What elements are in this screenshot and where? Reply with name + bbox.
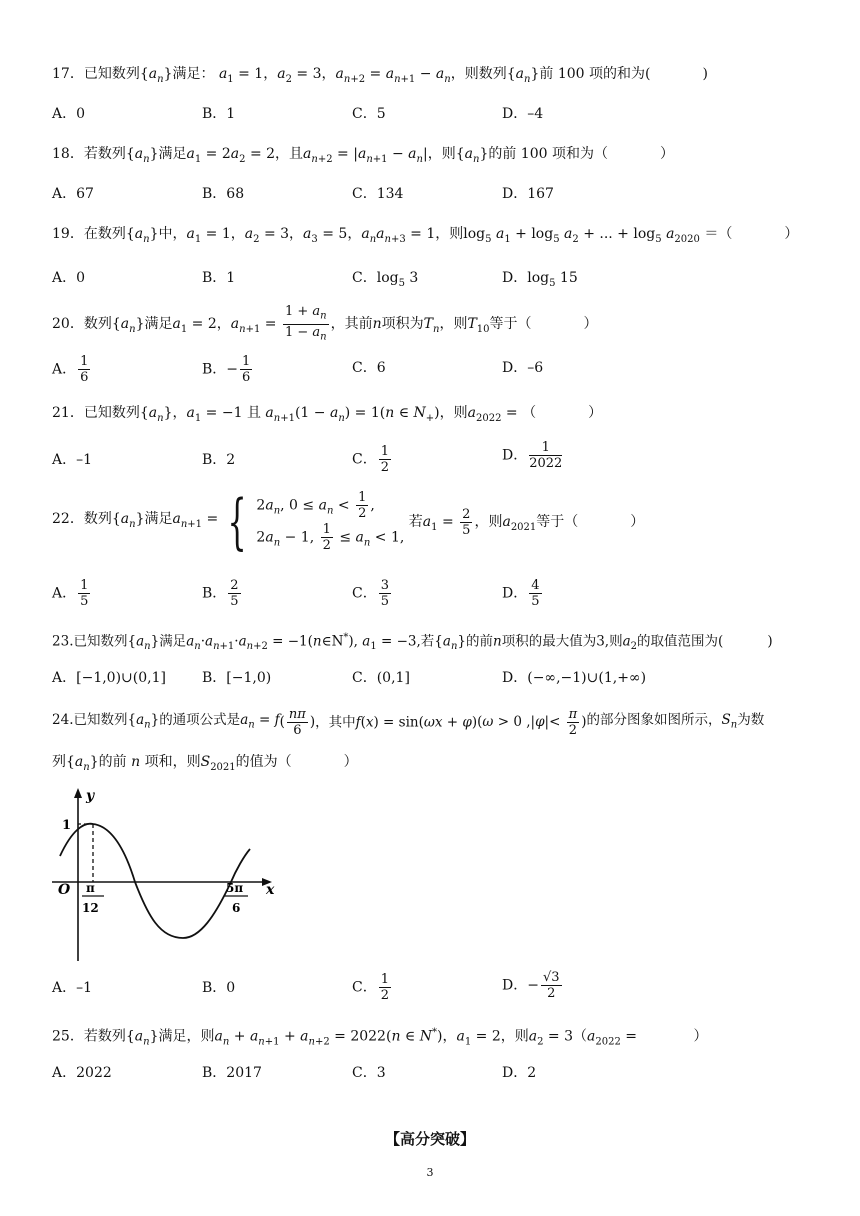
option-d[interactable]: D． $\frac{1}{2022}$ bbox=[502, 440, 563, 471]
question-20: 20．数列$\{a_n\}$满足$a_1 = 2$，$a_{n+1}$ = $\frac{1 + a_n}{1 - a_n}$ ，其前n项积为$T_n$，则$T_{10}$等于（ ） bbox=[52, 304, 598, 343]
option-b[interactable]: B．68 bbox=[202, 186, 245, 202]
question-21: 21．已知数列$\{a_n\}$，$a_1 = -1$ 且 $a_{n+1}(1 - a_n) = 1(n$ ∈ $N_+$)，则$a_{2022}$ = （ ） bbox=[52, 405, 603, 424]
option-d[interactable]: D．–4 bbox=[502, 106, 544, 122]
origin-label: O bbox=[58, 882, 71, 898]
x-axis-label: x bbox=[266, 882, 275, 898]
option-c[interactable]: C． $\frac{1}{2}$ bbox=[352, 444, 389, 475]
section-heading: 【高分突破】 bbox=[384, 1130, 475, 1148]
option-c[interactable]: C．$\log_5 3$ bbox=[352, 270, 419, 289]
option-b[interactable]: B．1 bbox=[202, 270, 236, 286]
option-c[interactable]: C．134 bbox=[352, 186, 404, 202]
option-c[interactable]: C．5 bbox=[352, 106, 386, 122]
y-axis-label: y bbox=[86, 788, 95, 804]
option-a[interactable]: A．–1 bbox=[52, 980, 93, 996]
page-number: 3 bbox=[426, 1166, 434, 1179]
option-b[interactable]: B．0 bbox=[202, 980, 236, 996]
question-17: 17．已知数列$\{a_n\}$满足： $a_1 = 1$，$a_2 = 3$，$a_{n+2} = a_{n+1} - a_n$，则数列$\{a_n\}$前 100 项的和为( ) bbox=[52, 66, 708, 85]
option-a[interactable]: A．[−1,0)∪(0,1] bbox=[52, 670, 166, 686]
option-d[interactable]: D．(−∞,−1)∪(1,+∞) bbox=[502, 670, 647, 686]
option-d[interactable]: D． $\frac{4}{5}$ bbox=[502, 578, 540, 609]
option-d[interactable]: D．167 bbox=[502, 186, 554, 202]
option-c[interactable]: C． $\frac{1}{2}$ bbox=[352, 972, 389, 1003]
option-b[interactable]: B．2 bbox=[202, 452, 236, 468]
x-tick-pi-12-num: π bbox=[86, 881, 95, 895]
x-tick-5pi-6-num: 5π bbox=[226, 881, 244, 895]
option-c[interactable]: C．6 bbox=[352, 360, 386, 376]
sine-graph bbox=[50, 786, 290, 966]
x-tick-pi-12-den: 12 bbox=[82, 901, 99, 915]
question-22: 22．数列$\{a_n\}$满足$a_{n+1}$ = { $2a_n$, $0 \le a_n$ < $\frac{1}{2}$ , $2a_n - 1$, $\frac{1}{2}$ ≤ $a_n < 1$, 若$a_1$ = $\frac{2}{5}$ ，则$a_{2021}$等于（ ） bbox=[52, 487, 645, 558]
option-b[interactable]: B．− $\frac{1}{6}$ bbox=[202, 354, 251, 385]
y-tick-1: 1 bbox=[62, 818, 72, 833]
option-b[interactable]: B．[−1,0) bbox=[202, 670, 272, 686]
option-d[interactable]: D．$\log_5 15$ bbox=[502, 270, 578, 289]
question-24: 24.已知数列$\{a_n\}$的通项公式是$a_n = f$( $\frac{n\pi}{6}$ )，其中f(x) = sin(ωx + φ)(ω > 0 ,|φ|< $\frac{\pi}{2}$ )的部分图象如图所示，$S_n$为数 bbox=[52, 707, 765, 738]
option-a[interactable]: A．0 bbox=[52, 270, 86, 286]
question-25: 25．若数列$\{a_n\}$满足，则$a_n + a_{n+1} + a_{n+2} = 2022(n$ ∈ N*)，$a_1 = 2$，则$a_2 = 3(a_{2022}$ = ） bbox=[52, 1027, 708, 1048]
option-b[interactable]: B． $\frac{2}{5}$ bbox=[202, 578, 239, 609]
question-19: 19．在数列$\{a_n\}$中，$a_1 = 1$，$a_2 = 3$，$a_3 = 5$，$a_na_{n+3} = 1$，则$\log_5 a_1 + \log_5 a_2$ + ... + $\log_5 a_{2020}$ ＝（ ） bbox=[52, 226, 799, 245]
option-d[interactable]: D．2 bbox=[502, 1065, 537, 1081]
option-b[interactable]: B．2017 bbox=[202, 1065, 262, 1081]
option-d[interactable]: D．− $\frac{√3}{2}$ bbox=[502, 970, 560, 1001]
option-a[interactable]: A．0 bbox=[52, 106, 86, 122]
option-a[interactable]: A．–1 bbox=[52, 452, 93, 468]
option-a[interactable]: A． $\frac{1}{5}$ bbox=[52, 578, 89, 609]
question-24-line2: 列$\{a_n\}$的前 n 项和，则$S_{2021}$的值为（ ） bbox=[52, 754, 358, 773]
question-18: 18．若数列$\{a_n\}$满足$a_1 = 2a_2 = 2$，且$a_{n+2} = |a_{n+1} - a_n|$，则$\{a_n\}$的前 100 项和为（ ） bbox=[52, 146, 674, 165]
option-d[interactable]: D．–6 bbox=[502, 360, 544, 376]
option-a[interactable]: A．2022 bbox=[52, 1065, 112, 1081]
x-tick-5pi-6-den: 6 bbox=[232, 901, 241, 915]
option-a[interactable]: A． $\frac{1}{6}$ bbox=[52, 354, 89, 385]
option-c[interactable]: C．3 bbox=[352, 1065, 386, 1081]
option-c[interactable]: C． $\frac{3}{5}$ bbox=[352, 578, 389, 609]
option-c[interactable]: C．(0,1] bbox=[352, 670, 410, 686]
option-a[interactable]: A．67 bbox=[52, 186, 94, 202]
question-23: 23.已知数列$\{a_n\}$满足$a_n\cdot a_{n+1}\cdot a_{n+2}$ = −1(n∈N*), $a_1 = -3$,若$\{a_n\}$的前n项积的最大值为3,则$a_2$的取值范围为( ) bbox=[52, 632, 773, 653]
option-b[interactable]: B．1 bbox=[202, 106, 236, 122]
